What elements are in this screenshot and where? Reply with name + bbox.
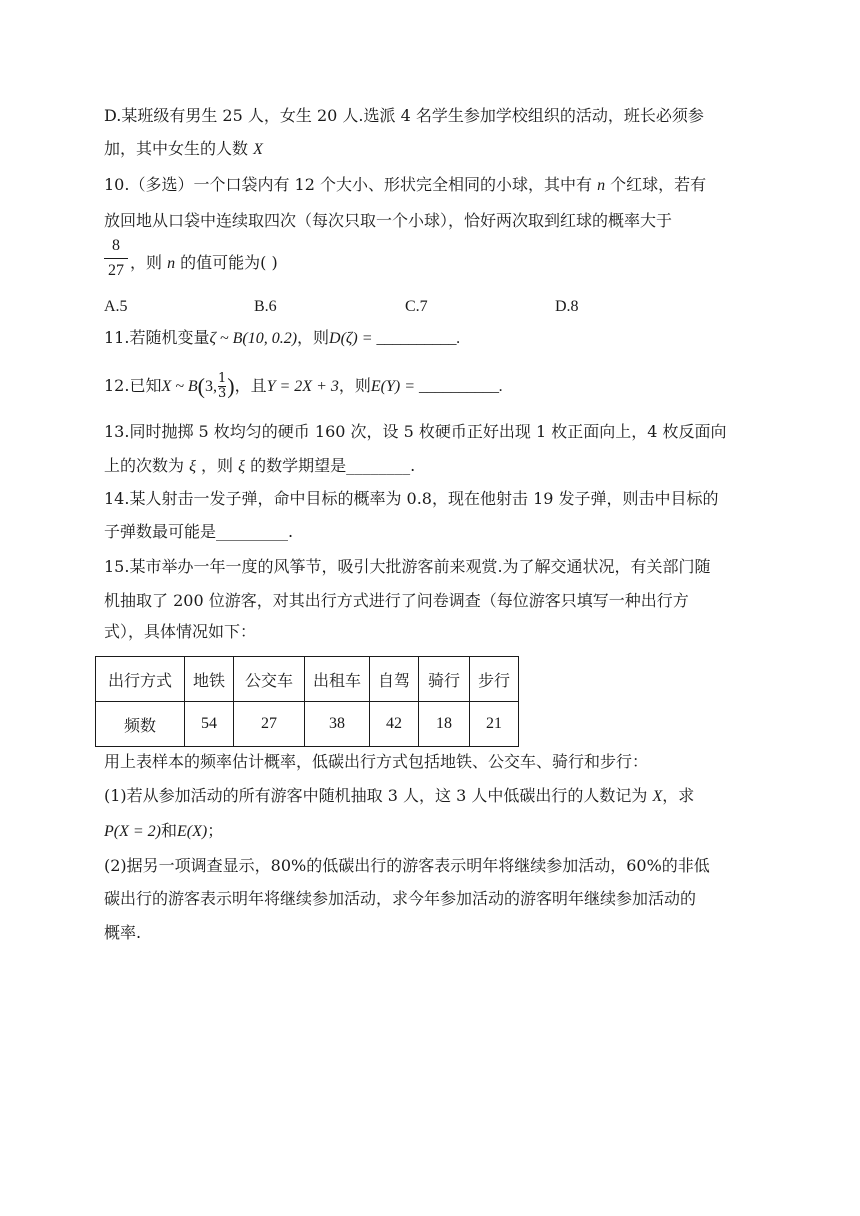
q12-line	[104, 372, 503, 401]
var-n: n	[167, 255, 176, 272]
table-cell: 频数	[96, 702, 185, 747]
math-expression: E(X)	[177, 823, 208, 840]
math-expression: E(Y) = __________.	[370, 378, 504, 395]
q14-line-1: 14.某人射击一发子弹，命中目标的概率为 0.8，现在他射击 19 发子弹，则击中目标的	[104, 489, 719, 508]
table-row	[96, 657, 519, 702]
text: 的数学期望是________.	[245, 456, 416, 475]
q13-line-2	[104, 455, 415, 478]
text: ，求	[662, 786, 695, 805]
q12-fraction	[218, 372, 226, 401]
table-header-cell: 出行方式	[96, 657, 185, 702]
var-xi: ξ	[238, 458, 245, 475]
text: 加，其中女生的人数	[104, 139, 254, 158]
text: 个红球，若有	[605, 175, 707, 194]
q13-line-1: 13.同时抛掷 5 枚均匀的硬币 160 次，设 5 枚硬币正好出现 1 枚正面向上，4 枚反面向	[104, 422, 727, 441]
table-cell: 42	[370, 702, 419, 747]
fraction-denominator: 3	[217, 386, 227, 401]
q10-line-2: 放回地从口袋中连续取四次（每次只取一个小球），恰好两次取到红球的概率大于	[104, 211, 673, 230]
text: 10.（多选）一个口袋内有 12 个大小、形状完全相同的小球，其中有	[104, 175, 598, 194]
table-header-cell: 公交车	[234, 657, 305, 702]
table-header-cell: 自驾	[370, 657, 419, 702]
option-a: A.5	[104, 298, 128, 315]
fraction-bar	[104, 258, 128, 259]
text: ，则	[195, 456, 239, 475]
q15-line-2: 机抽取了 200 位游客，对其出行方式进行了问卷调查（每位游客只填写一种出行方	[104, 591, 689, 610]
var-x: X	[253, 141, 263, 158]
table-cell: 54	[185, 702, 234, 747]
option-d-line-1: D.某班级有男生 25 人，女生 20 人.选派 4 名学生参加学校组织的活动，班长必须参	[104, 106, 704, 125]
math-expression: D(ζ) = __________.	[329, 330, 461, 347]
text: 11.若随机变量	[104, 328, 210, 347]
math-expression: ζ ~ B(10, 0.2)	[209, 330, 298, 347]
part2-line-3: 概率.	[104, 923, 142, 942]
math-expression: Y = 2X + 3	[266, 378, 339, 395]
table-cell: 27	[234, 702, 305, 747]
text: 和	[161, 821, 178, 840]
text: ，且	[234, 376, 267, 395]
right-paren: )	[227, 373, 235, 399]
part2-line-2: 碳出行的游客表示明年将继续参加活动，求今年参加活动的游客明年继续参加活动的	[104, 889, 697, 908]
option-b: B.6	[254, 298, 277, 315]
math-expression: X ~ B	[161, 378, 198, 395]
var-x: X	[652, 788, 663, 805]
after-table-line: 用上表样本的频率估计概率，低碳出行方式包括地铁、公交车、骑行和步行：	[104, 752, 649, 771]
text: ，则	[338, 376, 371, 395]
table-header-cell: 地铁	[185, 657, 234, 702]
table-cell: 18	[419, 702, 470, 747]
fraction-denominator: 27	[108, 262, 124, 279]
q11-line	[104, 327, 461, 350]
q10-line-1	[104, 174, 706, 197]
math-expression: P(X = 2)	[104, 823, 161, 840]
q14-line-2: 子弹数最可能是_________.	[104, 522, 294, 541]
q15-line-3: 式），具体情况如下：	[104, 622, 257, 641]
option-d-line-2	[104, 138, 263, 161]
text: (1)若从参加活动的所有游客中随机抽取 3 人，这 3 人中低碳出行的人数记为	[104, 786, 653, 805]
text: 上的次数为	[104, 456, 190, 475]
option-c: C.7	[405, 298, 428, 315]
table-cell: 38	[305, 702, 370, 747]
math-expression: 3,	[204, 378, 217, 395]
text: ，则	[130, 253, 168, 272]
text: 12.已知	[104, 376, 162, 395]
q10-fraction	[104, 236, 128, 281]
q15-line-1: 15.某市举办一年一度的风筝节，吸引大批游客前来观赏.为了解交通状况，有关部门随	[104, 557, 711, 576]
fraction-numerator: 8	[112, 237, 120, 254]
text: ，则	[297, 328, 330, 347]
text: ；	[207, 821, 224, 840]
table-header-cell: 步行	[470, 657, 519, 702]
left-paren: (	[197, 373, 205, 399]
fraction-numerator: 1	[217, 371, 227, 386]
table-row	[96, 702, 519, 747]
var-xi: ξ	[189, 458, 196, 475]
part1-line-2	[104, 820, 223, 843]
text: 的值可能为( )	[175, 253, 278, 272]
q10-line-3	[130, 252, 278, 275]
table-header-cell: 出租车	[305, 657, 370, 702]
travel-mode-table	[95, 656, 519, 747]
part2-line-1: (2)据另一项调查显示，80%的低碳出行的游客表示明年将继续参加活动，60%的非低	[104, 856, 710, 875]
table-cell: 21	[470, 702, 519, 747]
var-n: n	[597, 177, 606, 194]
table-header-cell: 骑行	[419, 657, 470, 702]
part1-line-1	[104, 785, 694, 808]
option-d: D.8	[555, 298, 579, 315]
